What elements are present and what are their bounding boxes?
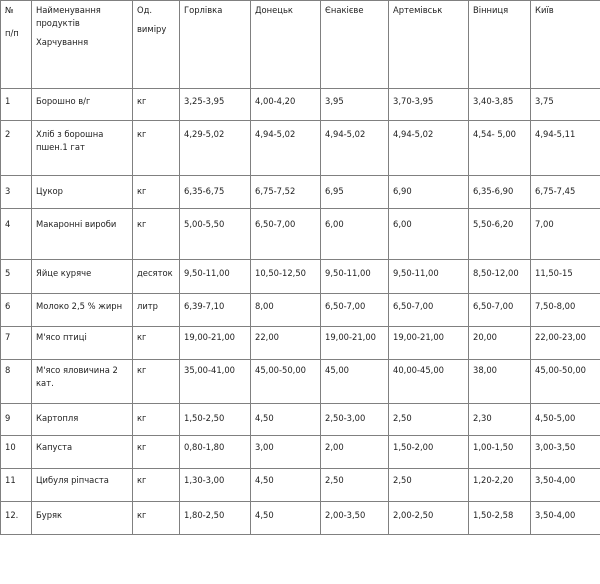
product-name-cell <box>32 294 133 327</box>
price-cell <box>321 404 389 436</box>
product-name-cell <box>32 327 133 360</box>
product-name-cell <box>32 176 133 209</box>
product-name-cell <box>32 209 133 260</box>
price-text: 2,00 <box>325 442 344 452</box>
price-cell <box>251 209 321 260</box>
price-text: 1,00-1,50 <box>473 442 514 452</box>
price-cell <box>531 209 600 260</box>
product-name-text: М'ясо яловичина 2 кат. <box>36 365 118 388</box>
price-text: 4,50 <box>255 475 274 485</box>
table-row <box>1 89 600 121</box>
price-cell <box>321 209 389 260</box>
unit-text: кг <box>137 510 147 520</box>
product-name-cell <box>32 360 133 404</box>
price-cell <box>251 469 321 502</box>
price-cell <box>389 404 469 436</box>
row-number-cell <box>1 260 32 294</box>
price-cell <box>469 327 531 360</box>
row-number-cell <box>1 502 32 535</box>
price-cell <box>389 502 469 535</box>
row-number-cell <box>1 89 32 121</box>
price-text: 4,54- 5,00 <box>473 129 516 139</box>
price-text: 6,39-7,10 <box>184 301 225 311</box>
unit-text: кг <box>137 442 147 452</box>
table-row <box>1 121 600 176</box>
product-name-text: М'ясо птиці <box>36 332 87 342</box>
product-name-text: Картопля <box>36 413 79 423</box>
price-text: 19,00-21,00 <box>325 332 376 342</box>
price-text: 1,80-2,50 <box>184 510 225 520</box>
price-cell <box>180 294 251 327</box>
price-cell <box>180 89 251 121</box>
price-text: 3,75 <box>535 96 554 106</box>
price-text: 4,29-5,02 <box>184 129 225 139</box>
product-name-text: Молоко 2,5 % жирн <box>36 301 123 311</box>
table-row <box>1 209 600 260</box>
price-cell <box>389 209 469 260</box>
header-no-line: № <box>5 5 14 15</box>
table-row <box>1 327 600 360</box>
row-number-cell <box>1 360 32 404</box>
product-name-text: Борошно в/г <box>36 96 91 106</box>
price-text: 45,00-50,00 <box>535 365 586 375</box>
price-text: 6,95 <box>325 186 344 196</box>
unit-cell <box>133 404 180 436</box>
price-text: 3,50-4,00 <box>535 475 576 485</box>
price-text: 6,50-7,00 <box>393 301 434 311</box>
table-row <box>1 436 600 469</box>
unit-text: кг <box>137 475 147 485</box>
row-number-text: 2 <box>5 129 11 139</box>
price-text: 45,00 <box>325 365 349 375</box>
price-text: 6,75-7,45 <box>535 186 576 196</box>
price-text: 6,75-7,52 <box>255 186 296 196</box>
row-number-text: 6 <box>5 301 11 311</box>
header-product <box>32 1 133 89</box>
price-cell <box>321 294 389 327</box>
header-city: Артемівськ <box>389 1 469 89</box>
header-no-line: п/п <box>5 28 19 38</box>
price-text: 3,25-3,95 <box>184 96 225 106</box>
price-cell <box>389 327 469 360</box>
price-cell <box>180 469 251 502</box>
price-cell <box>531 360 600 404</box>
price-cell <box>251 404 321 436</box>
price-text: 4,94-5,11 <box>535 129 576 139</box>
price-cell <box>180 502 251 535</box>
price-cell <box>180 404 251 436</box>
price-cell <box>469 209 531 260</box>
price-cell <box>180 360 251 404</box>
unit-text: кг <box>137 219 147 229</box>
price-text: 5,50-6,20 <box>473 219 514 229</box>
price-text: 3,95 <box>325 96 344 106</box>
price-text: 0,80-1,80 <box>184 442 225 452</box>
product-name-text: Цукор <box>36 186 63 196</box>
price-cell <box>531 436 600 469</box>
price-text: 19,00-21,00 <box>393 332 444 342</box>
row-number-cell <box>1 176 32 209</box>
price-cell <box>180 327 251 360</box>
price-cell <box>389 260 469 294</box>
row-number-cell <box>1 327 32 360</box>
price-text: 6,00 <box>325 219 344 229</box>
price-cell <box>180 176 251 209</box>
product-name-text: Яйце куряче <box>36 268 92 278</box>
row-number-text: 10 <box>5 442 16 452</box>
table-row <box>1 360 600 404</box>
price-text: 2,00-3,50 <box>325 510 366 520</box>
price-cell <box>251 89 321 121</box>
price-cell <box>531 176 600 209</box>
unit-cell <box>133 121 180 176</box>
price-cell <box>469 469 531 502</box>
product-name-text: Хліб з борошна пшен.1 гат <box>36 129 104 152</box>
table-row <box>1 502 600 535</box>
header-city: Київ <box>531 1 600 89</box>
price-cell <box>389 89 469 121</box>
price-cell <box>251 121 321 176</box>
price-text: 22,00-23,00 <box>535 332 586 342</box>
price-cell <box>180 209 251 260</box>
unit-text: кг <box>137 365 147 375</box>
price-cell <box>469 176 531 209</box>
row-number-text: 5 <box>5 268 11 278</box>
price-text: 6,35-6,90 <box>473 186 514 196</box>
table-row <box>1 404 600 436</box>
header-row <box>1 1 600 89</box>
price-cell <box>389 176 469 209</box>
product-name-cell <box>32 260 133 294</box>
price-text: 6,50-7,00 <box>473 301 514 311</box>
header-no <box>1 1 32 89</box>
price-cell <box>389 294 469 327</box>
price-cell <box>321 327 389 360</box>
header-unit-line: Од. <box>137 5 153 15</box>
price-text: 9,50-11,00 <box>184 268 230 278</box>
price-cell <box>469 360 531 404</box>
unit-cell <box>133 469 180 502</box>
price-cell <box>251 502 321 535</box>
price-text: 7,00 <box>535 219 554 229</box>
header-city: Єнакієве <box>321 1 389 89</box>
price-text: 40,00-45,00 <box>393 365 444 375</box>
price-text: 3,70-3,95 <box>393 96 434 106</box>
row-number-text: 4 <box>5 219 11 229</box>
row-number-text: 7 <box>5 332 11 342</box>
unit-text: кг <box>137 96 147 106</box>
price-text: 3,00-3,50 <box>535 442 576 452</box>
price-text: 1,50-2,50 <box>184 413 225 423</box>
price-cell <box>321 360 389 404</box>
price-text: 19,00-21,00 <box>184 332 235 342</box>
price-text: 3,50-4,00 <box>535 510 576 520</box>
product-name-cell <box>32 404 133 436</box>
table-row <box>1 260 600 294</box>
price-cell <box>321 436 389 469</box>
price-text: 22,00 <box>255 332 279 342</box>
price-text: 6,35-6,75 <box>184 186 225 196</box>
header-product-line: Найменування <box>36 5 101 15</box>
price-cell <box>251 294 321 327</box>
price-cell <box>469 294 531 327</box>
price-text: 7,50-8,00 <box>535 301 576 311</box>
price-text: 4,00-4,20 <box>255 96 296 106</box>
price-cell <box>321 176 389 209</box>
row-number-text: 1 <box>5 96 11 106</box>
price-cell <box>180 260 251 294</box>
unit-text: кг <box>137 186 147 196</box>
price-text: 1,50-2,00 <box>393 442 434 452</box>
price-cell <box>469 404 531 436</box>
row-number-cell <box>1 209 32 260</box>
price-cell <box>531 260 600 294</box>
unit-cell <box>133 360 180 404</box>
row-number-text: 3 <box>5 186 11 196</box>
price-text: 2,50 <box>325 475 344 485</box>
unit-text: кг <box>137 129 147 139</box>
header-product-line: продуктів <box>36 18 80 28</box>
price-cell <box>469 436 531 469</box>
price-cell <box>321 89 389 121</box>
price-text: 8,00 <box>255 301 274 311</box>
row-number-text: 9 <box>5 413 11 423</box>
price-text: 45,00-50,00 <box>255 365 306 375</box>
price-text: 3,40-3,85 <box>473 96 514 106</box>
price-cell <box>389 360 469 404</box>
price-text: 1,20-2,20 <box>473 475 514 485</box>
price-text: 3,00 <box>255 442 274 452</box>
row-number-text: 8 <box>5 365 11 375</box>
price-text: 4,94-5,02 <box>255 129 296 139</box>
unit-cell <box>133 436 180 469</box>
price-text: 20,00 <box>473 332 497 342</box>
price-text: 11,50-15 <box>535 268 573 278</box>
price-cell <box>469 89 531 121</box>
unit-cell <box>133 176 180 209</box>
price-cell <box>321 502 389 535</box>
price-text: 38,00 <box>473 365 497 375</box>
price-cell <box>251 260 321 294</box>
price-text: 6,90 <box>393 186 412 196</box>
price-cell <box>251 176 321 209</box>
product-name-text: Макаронні вироби <box>36 219 117 229</box>
price-text: 2,50-3,00 <box>325 413 366 423</box>
price-cell <box>180 436 251 469</box>
price-text: 1,50-2,58 <box>473 510 514 520</box>
price-text: 4,50-5,00 <box>535 413 576 423</box>
price-cell <box>469 121 531 176</box>
price-text: 10,50-12,50 <box>255 268 306 278</box>
header-city: Донецьк <box>251 1 321 89</box>
price-cell <box>389 121 469 176</box>
unit-cell <box>133 260 180 294</box>
price-cell <box>531 502 600 535</box>
price-text: 6,50-7,00 <box>325 301 366 311</box>
row-number-cell <box>1 436 32 469</box>
product-name-cell <box>32 502 133 535</box>
unit-cell <box>133 327 180 360</box>
row-number-text: 11 <box>5 475 16 485</box>
price-cell <box>531 469 600 502</box>
price-cell <box>469 260 531 294</box>
price-cell <box>321 121 389 176</box>
row-number-text: 12. <box>5 510 19 520</box>
header-unit <box>133 1 180 89</box>
price-text: 4,50 <box>255 510 274 520</box>
row-number-cell <box>1 469 32 502</box>
unit-text: кг <box>137 413 147 423</box>
header-unit-line: виміру <box>137 24 167 34</box>
price-text: 9,50-11,00 <box>393 268 439 278</box>
product-name-cell <box>32 89 133 121</box>
price-cell <box>321 469 389 502</box>
price-text: 35,00-41,00 <box>184 365 235 375</box>
price-cell <box>531 327 600 360</box>
unit-cell <box>133 89 180 121</box>
price-text: 2,50 <box>393 413 412 423</box>
price-cell <box>531 89 600 121</box>
price-cell <box>531 294 600 327</box>
unit-text: десяток <box>137 268 173 278</box>
price-cell <box>389 436 469 469</box>
price-cell <box>251 360 321 404</box>
price-cell <box>321 260 389 294</box>
header-city: Горлівка <box>180 1 251 89</box>
price-cell <box>251 436 321 469</box>
unit-text: литр <box>137 301 158 311</box>
price-text: 4,94-5,02 <box>325 129 366 139</box>
row-number-cell <box>1 294 32 327</box>
price-text: 9,50-11,00 <box>325 268 371 278</box>
price-text: 2,50 <box>393 475 412 485</box>
price-text: 4,94-5,02 <box>393 129 434 139</box>
price-cell <box>531 121 600 176</box>
header-city: Вінниця <box>469 1 531 89</box>
price-cell <box>180 121 251 176</box>
price-text: 4,50 <box>255 413 274 423</box>
price-cell <box>469 502 531 535</box>
unit-cell <box>133 209 180 260</box>
product-name-text: Капуста <box>36 442 73 452</box>
product-name-cell <box>32 469 133 502</box>
price-cell <box>251 327 321 360</box>
product-name-cell <box>32 436 133 469</box>
price-cell <box>389 469 469 502</box>
price-text: 2,00-2,50 <box>393 510 434 520</box>
table-row <box>1 176 600 209</box>
unit-cell <box>133 502 180 535</box>
price-text: 5,00-5,50 <box>184 219 225 229</box>
product-name-text: Цибуля ріпчаста <box>36 475 109 485</box>
unit-text: кг <box>137 332 147 342</box>
table-row <box>1 469 600 502</box>
unit-cell <box>133 294 180 327</box>
price-text: 2,30 <box>473 413 492 423</box>
header-product-line: Харчування <box>36 37 89 47</box>
price-text: 6,00 <box>393 219 412 229</box>
price-cell <box>531 404 600 436</box>
product-name-cell <box>32 121 133 176</box>
product-name-text: Буряк <box>36 510 63 520</box>
table-row <box>1 294 600 327</box>
price-text: 1,30-3,00 <box>184 475 225 485</box>
row-number-cell <box>1 404 32 436</box>
price-text: 8,50-12,00 <box>473 268 519 278</box>
row-number-cell <box>1 121 32 176</box>
price-text: 6,50-7,00 <box>255 219 296 229</box>
